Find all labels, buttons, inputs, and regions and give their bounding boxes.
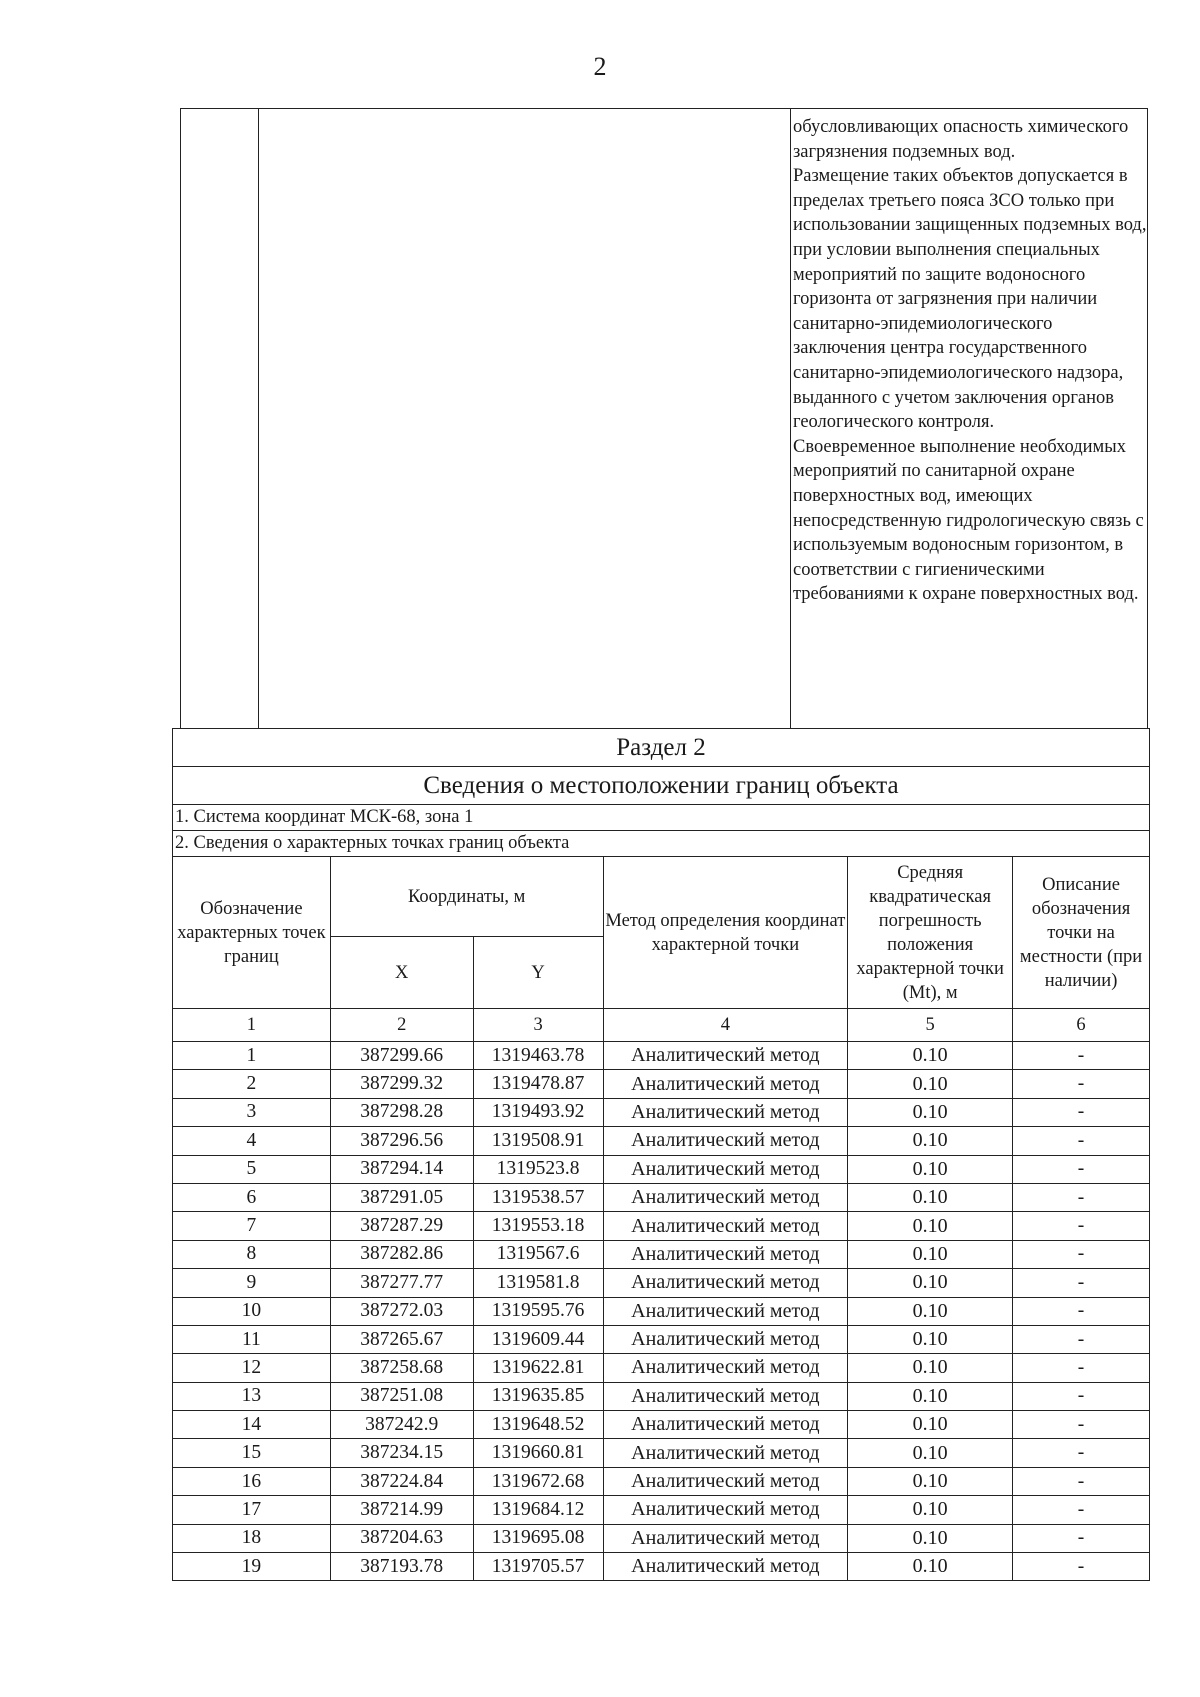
- point-number: 17: [173, 1496, 331, 1524]
- header-y: Y: [473, 937, 603, 1009]
- table-row: [173, 1354, 1150, 1382]
- method: Аналитический метод: [603, 1325, 848, 1353]
- coord-x: 387214.99: [330, 1496, 473, 1524]
- point-number: 13: [173, 1382, 331, 1410]
- point-number: 12: [173, 1354, 331, 1382]
- mean-error: 0.10: [848, 1411, 1013, 1439]
- method: Аналитический метод: [603, 1382, 848, 1410]
- table-row: [173, 1439, 1150, 1467]
- method: Аналитический метод: [603, 1354, 848, 1382]
- table-row: [173, 1524, 1150, 1552]
- point-description: -: [1013, 1553, 1150, 1581]
- point-number: 10: [173, 1297, 331, 1325]
- coord-y: 1319595.76: [473, 1297, 603, 1325]
- header-method: Метод определения координат характерной точки: [603, 857, 848, 1009]
- header-coords: Координаты, м: [330, 857, 603, 937]
- coord-y: 1319635.85: [473, 1382, 603, 1410]
- column-number: 5: [848, 1009, 1013, 1042]
- coord-y: 1319508.91: [473, 1127, 603, 1155]
- point-number: 7: [173, 1212, 331, 1240]
- coord-y: 1319581.8: [473, 1269, 603, 1297]
- table-row: [173, 1411, 1150, 1439]
- coord-x: 387258.68: [330, 1354, 473, 1382]
- table-row: [173, 1212, 1150, 1240]
- column-number: 4: [603, 1009, 848, 1042]
- point-number: 2: [173, 1070, 331, 1098]
- page-number: 2: [593, 52, 607, 81]
- point-description: -: [1013, 1524, 1150, 1552]
- table-row: [173, 1155, 1150, 1183]
- coord-y: 1319523.8: [473, 1155, 603, 1183]
- point-description: -: [1013, 1439, 1150, 1467]
- mean-error: 0.10: [848, 1467, 1013, 1495]
- coord-x: 387294.14: [330, 1155, 473, 1183]
- point-number: 15: [173, 1439, 331, 1467]
- method: Аналитический метод: [603, 1155, 848, 1183]
- coord-x: 387193.78: [330, 1553, 473, 1581]
- points-rows: [173, 1042, 1150, 1581]
- points-title: 2. Сведения о характерных точках границ объекта: [173, 831, 1150, 857]
- point-description: -: [1013, 1240, 1150, 1268]
- point-description: -: [1013, 1411, 1150, 1439]
- point-description: -: [1013, 1098, 1150, 1126]
- mean-error: 0.10: [848, 1070, 1013, 1098]
- coord-x: 387272.03: [330, 1297, 473, 1325]
- table-row: [173, 1467, 1150, 1495]
- header-designation: Обозначение характерных точек границ: [173, 857, 331, 1009]
- method: Аналитический метод: [603, 1553, 848, 1581]
- point-number: 11: [173, 1325, 331, 1353]
- header-error: Средняя квадратическая погрешность положения характерной точки (Mt), м: [848, 857, 1013, 1009]
- column-number: 1: [173, 1009, 331, 1042]
- empty-number-column: [181, 109, 259, 728]
- table-row: [173, 1098, 1150, 1126]
- coord-y: 1319463.78: [473, 1042, 603, 1070]
- coord-x: 387299.66: [330, 1042, 473, 1070]
- coord-x: 387234.15: [330, 1439, 473, 1467]
- coord-x: 387277.77: [330, 1269, 473, 1297]
- method: Аналитический метод: [603, 1439, 848, 1467]
- coord-y: 1319553.18: [473, 1212, 603, 1240]
- table-row: [173, 1042, 1150, 1070]
- empty-content-column: [259, 109, 791, 728]
- method: Аналитический метод: [603, 1524, 848, 1552]
- coord-x: 387224.84: [330, 1467, 473, 1495]
- table-row: [173, 1240, 1150, 1268]
- coord-x: 387204.63: [330, 1524, 473, 1552]
- point-number: 1: [173, 1042, 331, 1070]
- method: Аналитический метод: [603, 1240, 848, 1268]
- method: Аналитический метод: [603, 1127, 848, 1155]
- coord-x: 387291.05: [330, 1183, 473, 1211]
- mean-error: 0.10: [848, 1439, 1013, 1467]
- table-row: [173, 1127, 1150, 1155]
- restrictions-text-cell: [791, 109, 1147, 728]
- point-number: 4: [173, 1127, 331, 1155]
- coord-x: 387298.28: [330, 1098, 473, 1126]
- method: Аналитический метод: [603, 1496, 848, 1524]
- coord-x: 387287.29: [330, 1212, 473, 1240]
- point-description: -: [1013, 1496, 1150, 1524]
- coord-y: 1319672.68: [473, 1467, 603, 1495]
- point-description: -: [1013, 1042, 1150, 1070]
- point-number: 18: [173, 1524, 331, 1552]
- column-number: 6: [1013, 1009, 1150, 1042]
- mean-error: 0.10: [848, 1042, 1013, 1070]
- coord-y: 1319622.81: [473, 1354, 603, 1382]
- mean-error: 0.10: [848, 1382, 1013, 1410]
- section-title: Раздел 2: [173, 729, 1150, 767]
- table-row: [173, 1325, 1150, 1353]
- point-description: -: [1013, 1467, 1150, 1495]
- column-number: 2: [330, 1009, 473, 1042]
- method: Аналитический метод: [603, 1269, 848, 1297]
- point-number: 9: [173, 1269, 331, 1297]
- method: Аналитический метод: [603, 1042, 848, 1070]
- restriction-paragraph: Размещение таких объектов допускается в пределах третьего пояса ЗСО только при использовании защищенных подземных вод, при условии выполнения специальных мероприятий по защите водоносного горизонта от загрязнения при наличии санитарно-эпидемиологического заключения центра государственного санитарно-эпидемиологического надзора, выданного с учетом заключения органов геологического контроля.: [793, 166, 1147, 433]
- coord-y: 1319567.6: [473, 1240, 603, 1268]
- mean-error: 0.10: [848, 1098, 1013, 1126]
- table-row: [173, 1070, 1150, 1098]
- coord-y: 1319478.87: [473, 1070, 603, 1098]
- point-description: -: [1013, 1212, 1150, 1240]
- coord-x: 387296.56: [330, 1127, 473, 1155]
- coord-x: 387242.9: [330, 1411, 473, 1439]
- method: Аналитический метод: [603, 1411, 848, 1439]
- point-description: -: [1013, 1325, 1150, 1353]
- point-number: 16: [173, 1467, 331, 1495]
- table-row: [173, 1496, 1150, 1524]
- restriction-paragraph: Своевременное выполнение необходимых мероприятий по санитарной охране поверхностных вод, имеющих непосредственную гидрологическую связь с используемым водоносным горизонтом, в соответствии с гигиеническими требованиями к охране поверхностных вод.: [793, 436, 1144, 605]
- method: Аналитический метод: [603, 1183, 848, 1211]
- coord-y: 1319648.52: [473, 1411, 603, 1439]
- point-description: -: [1013, 1297, 1150, 1325]
- coord-x: 387265.67: [330, 1325, 473, 1353]
- mean-error: 0.10: [848, 1155, 1013, 1183]
- mean-error: 0.10: [848, 1269, 1013, 1297]
- coord-y: 1319609.44: [473, 1325, 603, 1353]
- table-row: [173, 1183, 1150, 1211]
- boundary-points-table: [172, 728, 1150, 1581]
- coord-y: 1319705.57: [473, 1553, 603, 1581]
- point-description: -: [1013, 1070, 1150, 1098]
- header-description: Описание обозначения точки на местности (при наличии): [1013, 857, 1150, 1009]
- mean-error: 0.10: [848, 1325, 1013, 1353]
- coordinate-system: 1. Система координат МСК-68, зона 1: [173, 805, 1150, 831]
- coord-y: 1319695.08: [473, 1524, 603, 1552]
- mean-error: 0.10: [848, 1354, 1013, 1382]
- point-number: 8: [173, 1240, 331, 1268]
- point-description: -: [1013, 1127, 1150, 1155]
- coord-y: 1319660.81: [473, 1439, 603, 1467]
- coord-y: 1319684.12: [473, 1496, 603, 1524]
- table-row: [173, 1269, 1150, 1297]
- section-subtitle: Сведения о местоположении границ объекта: [173, 767, 1150, 805]
- point-number: 14: [173, 1411, 331, 1439]
- mean-error: 0.10: [848, 1127, 1013, 1155]
- method: Аналитический метод: [603, 1070, 848, 1098]
- coord-x: 387251.08: [330, 1382, 473, 1410]
- point-number: 6: [173, 1183, 331, 1211]
- method: Аналитический метод: [603, 1297, 848, 1325]
- point-description: -: [1013, 1382, 1150, 1410]
- coord-y: 1319493.92: [473, 1098, 603, 1126]
- column-number: 3: [473, 1009, 603, 1042]
- table-row: [173, 1297, 1150, 1325]
- header-x: X: [330, 937, 473, 1009]
- mean-error: 0.10: [848, 1212, 1013, 1240]
- restrictions-table-continuation: [180, 108, 1148, 728]
- method: Аналитический метод: [603, 1212, 848, 1240]
- point-description: -: [1013, 1269, 1150, 1297]
- table-row: [173, 1553, 1150, 1581]
- point-number: 19: [173, 1553, 331, 1581]
- table-row: [173, 1382, 1150, 1410]
- point-number: 3: [173, 1098, 331, 1126]
- restriction-paragraph: обусловливающих опасность химического загрязнения подземных вод.: [793, 117, 1129, 162]
- mean-error: 0.10: [848, 1553, 1013, 1581]
- mean-error: 0.10: [848, 1297, 1013, 1325]
- point-description: -: [1013, 1155, 1150, 1183]
- method: Аналитический метод: [603, 1467, 848, 1495]
- point-description: -: [1013, 1183, 1150, 1211]
- method: Аналитический метод: [603, 1098, 848, 1126]
- coord-y: 1319538.57: [473, 1183, 603, 1211]
- coord-x: 387299.32: [330, 1070, 473, 1098]
- mean-error: 0.10: [848, 1496, 1013, 1524]
- mean-error: 0.10: [848, 1183, 1013, 1211]
- mean-error: 0.10: [848, 1240, 1013, 1268]
- mean-error: 0.10: [848, 1524, 1013, 1552]
- point-description: -: [1013, 1354, 1150, 1382]
- point-number: 5: [173, 1155, 331, 1183]
- coord-x: 387282.86: [330, 1240, 473, 1268]
